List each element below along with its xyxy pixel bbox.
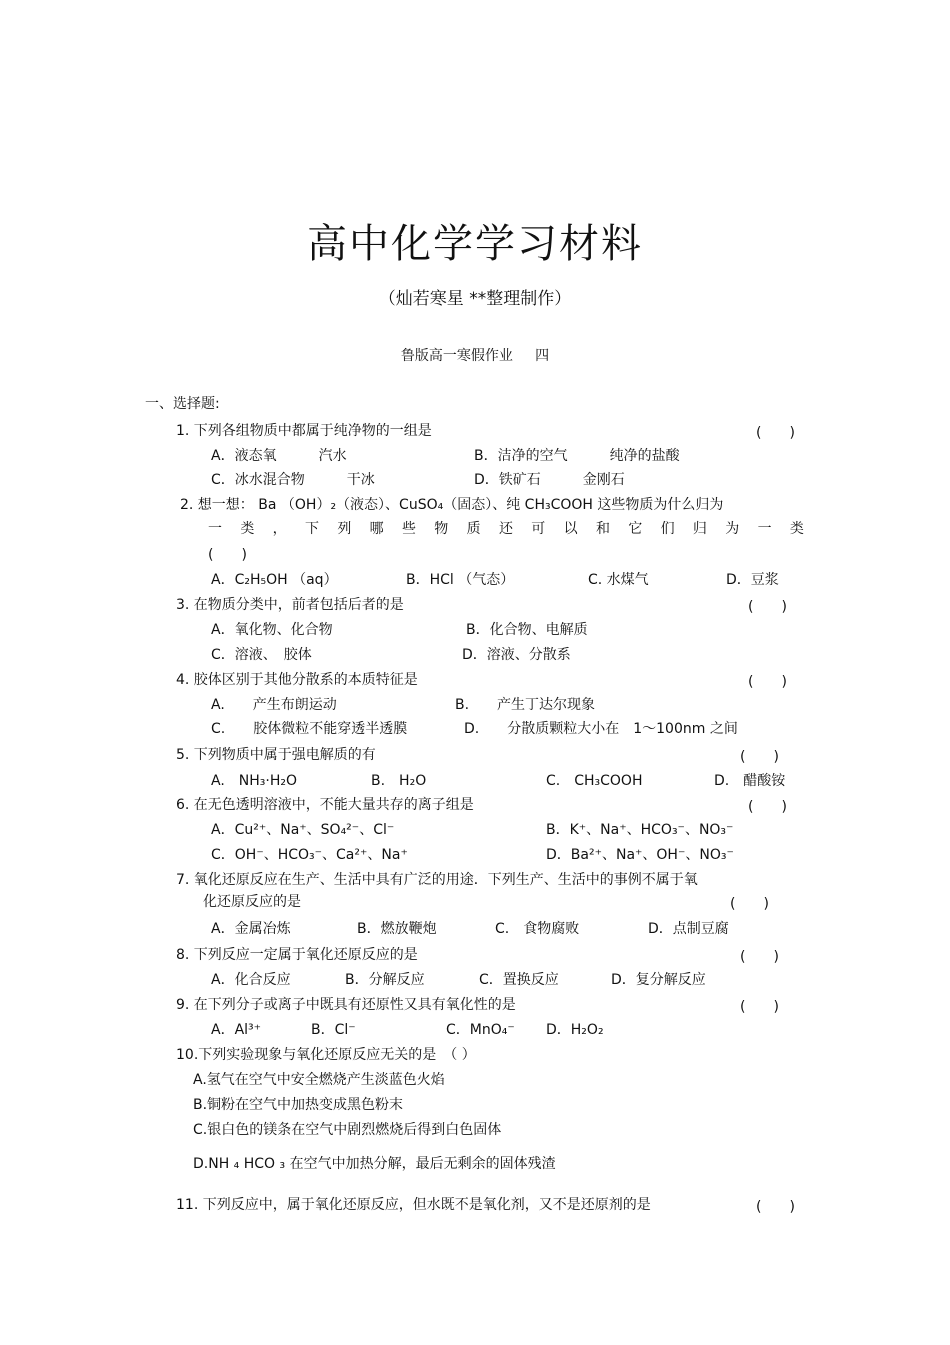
assignment-heading-left: 鲁版高一寒假作业 xyxy=(400,348,513,364)
question-1-stem: 1. 下列各组物质中都属于纯净物的一组是 xyxy=(176,423,432,439)
question-11-answer-blank: ( ) xyxy=(756,1199,795,1215)
question-5-option-d: D. 醋酸铵 xyxy=(714,773,786,789)
question-9-stem: 9. 在下列分子或离子中既具有还原性又具有氧化性的是 xyxy=(176,997,516,1013)
question-8-stem: 8. 下列反应一定属于氧化还原反应的是 xyxy=(176,947,418,963)
question-2-option-a: A．C₂H₅OH （aq） xyxy=(211,572,338,588)
question-2-option-b: B．HCl （气态） xyxy=(406,572,515,588)
question-3-option-a: A．氧化物、化合物 xyxy=(211,622,333,638)
question-1-option-b: B．洁净的空气 纯净的盐酸 xyxy=(474,448,680,464)
question-8-option-d: D．复分解反应 xyxy=(611,972,706,988)
assignment-heading-right: 四 xyxy=(535,348,550,364)
question-9-answer-blank: ( ) xyxy=(740,999,779,1015)
question-5-stem: 5. 下列物质中属于强电解质的有 xyxy=(176,747,376,763)
question-2-stem: 2. 想一想： Ba （OH）₂（液态）、CuSO₄（固态）、纯 CH₃COOH 这些物质为什么归为 xyxy=(180,497,724,513)
question-6-option-d: D．Ba²⁺、Na⁺、OH⁻、NO₃⁻ xyxy=(546,847,734,863)
question-6-answer-blank: ( ) xyxy=(748,799,787,815)
question-2-option-c: C. 水煤气 xyxy=(588,572,649,588)
section-heading: 一、选择题: xyxy=(145,396,220,412)
question-5-option-b: B. H₂O xyxy=(371,773,427,789)
question-10-stem: 10.下列实验现象与氧化还原反应无关的是 （ ） xyxy=(176,1047,476,1063)
question-4-option-b: B. 产生丁达尔现象 xyxy=(455,697,596,713)
question-7-stem: 7. 氧化还原反应在生产、生活中具有广泛的用途．下列生产、生活中的事例不属于氧 xyxy=(176,872,698,888)
question-3-option-b: B．化合物、电解质 xyxy=(466,622,588,638)
question-8-option-a: A．化合反应 xyxy=(211,972,291,988)
question-7-option-b: B．燃放鞭炮 xyxy=(357,921,437,937)
question-4-option-c: C. 胶体微粒不能穿透半透膜 xyxy=(211,721,408,737)
assignment-heading xyxy=(0,345,950,365)
page-subtitle: （灿若寒星 **整理制作） xyxy=(378,289,572,309)
question-5-option-c: C. CH₃COOH xyxy=(546,773,643,789)
question-2-option-d: D．豆浆 xyxy=(726,572,779,588)
question-10-option-a: A.氢气在空气中安全燃烧产生淡蓝色火焰 xyxy=(193,1072,445,1088)
question-7-option-c: C. 食物腐败 xyxy=(495,921,580,937)
question-2-answer-blank: ( ) xyxy=(208,547,247,563)
question-9-option-b: B．Cl⁻ xyxy=(311,1022,356,1038)
question-5-option-a: A. NH₃·H₂O xyxy=(211,773,298,789)
question-3-stem: 3. 在物质分类中，前者包括后者的是 xyxy=(176,597,404,613)
question-7-option-d: D．点制豆腐 xyxy=(648,921,729,937)
question-4-stem: 4. 胶体区别于其他分散系的本质特征是 xyxy=(176,672,418,688)
question-10-option-b: B.铜粉在空气中加热变成黑色粉末 xyxy=(193,1097,404,1113)
question-9-option-c: C．MnO₄⁻ xyxy=(446,1022,515,1038)
question-3-answer-blank: ( ) xyxy=(748,599,787,615)
question-1-option-a: A．液态氧 汽水 xyxy=(211,448,347,464)
question-8-answer-blank: ( ) xyxy=(740,949,779,965)
question-2-stem-line2: 一 类 ， 下 列 哪 些 物 质 还 可 以 和 它 们 归 为 一 类 xyxy=(208,521,804,537)
question-11-stem: 11. 下列反应中，属于氧化还原反应，但水既不是氧化剂，又不是还原剂的是 xyxy=(176,1197,651,1213)
question-6-option-b: B．K⁺、Na⁺、HCO₃⁻、NO₃⁻ xyxy=(546,822,734,838)
question-9-option-a: A．Al³⁺ xyxy=(211,1022,262,1038)
question-10-option-d: D.NH ₄ HCO ₃ 在空气中加热分解，最后无剩余的固体残渣 xyxy=(193,1156,556,1172)
question-4-option-d: D. 分散质颗粒大小在 1～100nm 之间 xyxy=(464,721,738,737)
question-4-answer-blank: ( ) xyxy=(748,674,787,690)
question-3-option-d: D．溶液、分散系 xyxy=(462,647,571,663)
question-5-answer-blank: ( ) xyxy=(740,749,779,765)
question-1-answer-blank: ( ) xyxy=(756,425,795,441)
question-6-stem: 6. 在无色透明溶液中，不能大量共存的离子组是 xyxy=(176,797,474,813)
question-8-option-b: B．分解反应 xyxy=(345,972,425,988)
question-7-option-a: A．金属冶炼 xyxy=(211,921,291,937)
page-title: 高中化学学习材料 xyxy=(307,221,643,267)
question-4-option-a: A. 产生布朗运动 xyxy=(211,697,337,713)
question-10-option-c: C.银白色的镁条在空气中剧烈燃烧后得到白色固体 xyxy=(193,1122,502,1138)
question-3-option-c: C．溶液、 胶体 xyxy=(211,647,312,663)
question-8-option-c: C．置换反应 xyxy=(479,972,559,988)
question-9-option-d: D．H₂O₂ xyxy=(546,1022,604,1038)
question-1-option-c: C．冰水混合物 干冰 xyxy=(211,472,375,488)
question-7-answer-blank: ( ) xyxy=(730,896,769,912)
question-6-option-c: C．OH⁻、HCO₃⁻、Ca²⁺、Na⁺ xyxy=(211,847,408,863)
question-1-option-d: D．铁矿石 金刚石 xyxy=(474,472,625,488)
question-6-option-a: A．Cu²⁺、Na⁺、SO₄²⁻、Cl⁻ xyxy=(211,822,395,838)
question-7-stem-line2: 化还原反应的是 xyxy=(203,894,301,910)
